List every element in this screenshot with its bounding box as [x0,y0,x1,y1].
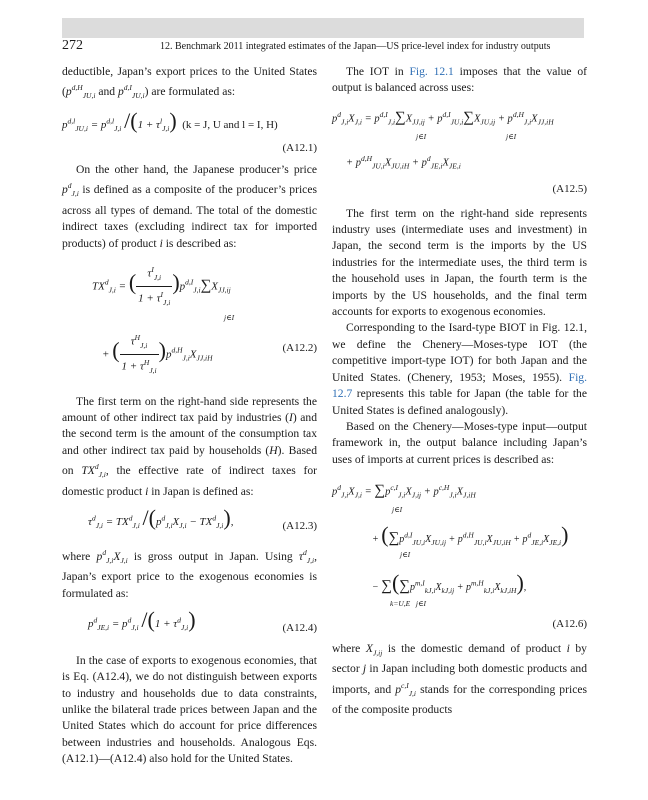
equation-a12-5-line2: + $p^{d,H}_{JU,i}X_{JU,iH} + p^d_{JE,i}X_{JE,i}$ [346,154,461,171]
paragraph: In the case of exports to exogenous economies, that is Eq. (A12.4), we do not distinguish between exports to industry and households due to data constraints, unlike the bilateral trade prices between Japan and the United States which do account for price differences between industries and households. Analogous Eqs. (A12.1)—(A12.4) also hold for the United States. [62,653,317,766]
running-head: 12. Benchmark 2011 integrated estimates of the Japan—US price-level index for industry outputs [160,41,551,52]
header-bar [62,18,584,38]
equation-a12-2: $TX^d_{J,i}$ = ( $\frac{\tau^I_{J,i}}{1 + \tau^I_{J,i}}$ )$p^{d,I}_{J,i}\sum X_{JJ,ij}$ j∈I [62,262,317,326]
figure-link[interactable]: Fig. 12.7 [332,370,587,401]
equation-a12-3: $\tau^d_{J,i} = TX^d_{J,i}$ $/(p^d_{J,i}X_{J,i} - TX^d_{J,i})$, (A12.3) [62,510,317,535]
equation-a12-4: $p^d_{JE,i} = p^d_{J,i}$ $/(1 + \tau^d_{J,i})$ (A12.4) [62,612,317,637]
figure-link[interactable]: Fig. 12.1 [409,65,454,78]
page-number: 272 [62,38,83,53]
paragraph: where $p^d_{J,i}X_{J,i}$ is gross output in Japan. Using $\tau^d_{J,i}$, Japan’s export price to the exogenous economies is formulated as: [62,547,317,600]
equation-number: (A12.2) [282,342,317,355]
right-column [332,64,587,719]
equation-number: (A12.6) [552,618,587,631]
equation-a12-6: $p^d_{J,i}X_{J,i} = \sum p^{c,I}_{J,i}X_{J,ij} + p^{c,H}_{J,i}X_{J,iH}$ j∈I [332,482,476,515]
paragraph: where $X_{J,ij}$ is the domestic demand of product i by sector j in Japan including both domestic products and imports, and $p^{c,I}_{J,i}$ stands for the corresponding prices of the composite products [332,641,587,717]
left-column [62,64,317,768]
paragraph: The first term on the right-hand side represents the amount of other indirect tax paid by industries (I) and the second term is the amount of the consumption tax and other indirect tax paid by households (H). Based on $TX^d_{J,i}$, the effective rate of indirect taxes for domestic product i in Japan is defined as: [62,394,318,498]
paragraph: Based on the Chenery—Moses-type input—output framework in, the output balance including Japan’s uses of imports at current prices is described as: [332,419,587,466]
paragraph: The IOT in Fig. 12.1 imposes that the value of output is balanced across uses: [332,65,587,95]
equation-number: (A12.5) [552,183,587,196]
equation-a12-1: $p^{d,l}_{JU,i} = p^{d,l}_{J,i}$ $/(1 + \tau^l_{J,i})$ (k = J, U and l = I, H) [62,107,278,134]
paragraph: deductible, Japan’s export prices to the United States ($p^{d,H}_{JU,i}$ and $p^{d,I}_{JU,i}$) are formulated as: [62,65,317,101]
equation-a12-6-line3: − $\sum(\sum p^{m,I}_{kJ,i}X_{kJ,ij} + p^{m,H}_{kJ,i}X_{kJ,iH})$, k=U,E j∈I [372,570,527,608]
equation-number: (A12.4) [282,622,317,635]
equation-a12-2-line2: + ( $\frac{\tau^H_{J,i}}{1 + \tau^H_{J,i}}$ )$p^{d,H}_{J,i}X_{JJ,iH}$ (A12.2) [62,330,317,380]
paragraph: The first term on the right-hand side represents industry uses (intermediate uses and investment) in Japan, the second term is the imports by the US industries for the intermediate uses, the third term is the household uses in Japan, the fourth term is the imports by the US households, and the final term accounts for exports to exogenous economies. [332,206,587,319]
paragraph: Corresponding to the Isard-type BIOT in Fig. 12.1, we define the Chenery—Moses-type IOT (the competitive import-type IOT) for both Japan and the United States. (Chenery, 1953; Moses, 1955). Fig. 12.7 represents this table for Japan (the table for the United States is defined analogously). [332,321,587,417]
equation-number: (A12.3) [282,520,317,533]
paragraph: On the other hand, the Japanese producer’s price $p^d_{J,i}$ is defined as a composite of the producer’s prices across all types of demand. The total of the domestic indirect taxes (excluding indirect tax for imported products) of product i is described as: [62,162,317,250]
equation-number: (A12.1) [282,141,317,154]
equation-a12-5: $p^d_{J,i}X_{J,i} = p^{d,I}_{J,i}\sum X_{JJ,ij} + p^{d,I}_{JU,i}\sum X_{JU,ij} + p^{d,H}_{J,i}X_{JJ,iH}$ j∈I j∈I [332,109,554,141]
equation-a12-6-line2: + $(\sum p^{d,I}_{JU,i}X_{JU,ij} + p^{d,H}_{JU,i}X_{JU,iH} + p^d_{JE,i}X_{JE,i})$ j∈I [372,521,569,559]
